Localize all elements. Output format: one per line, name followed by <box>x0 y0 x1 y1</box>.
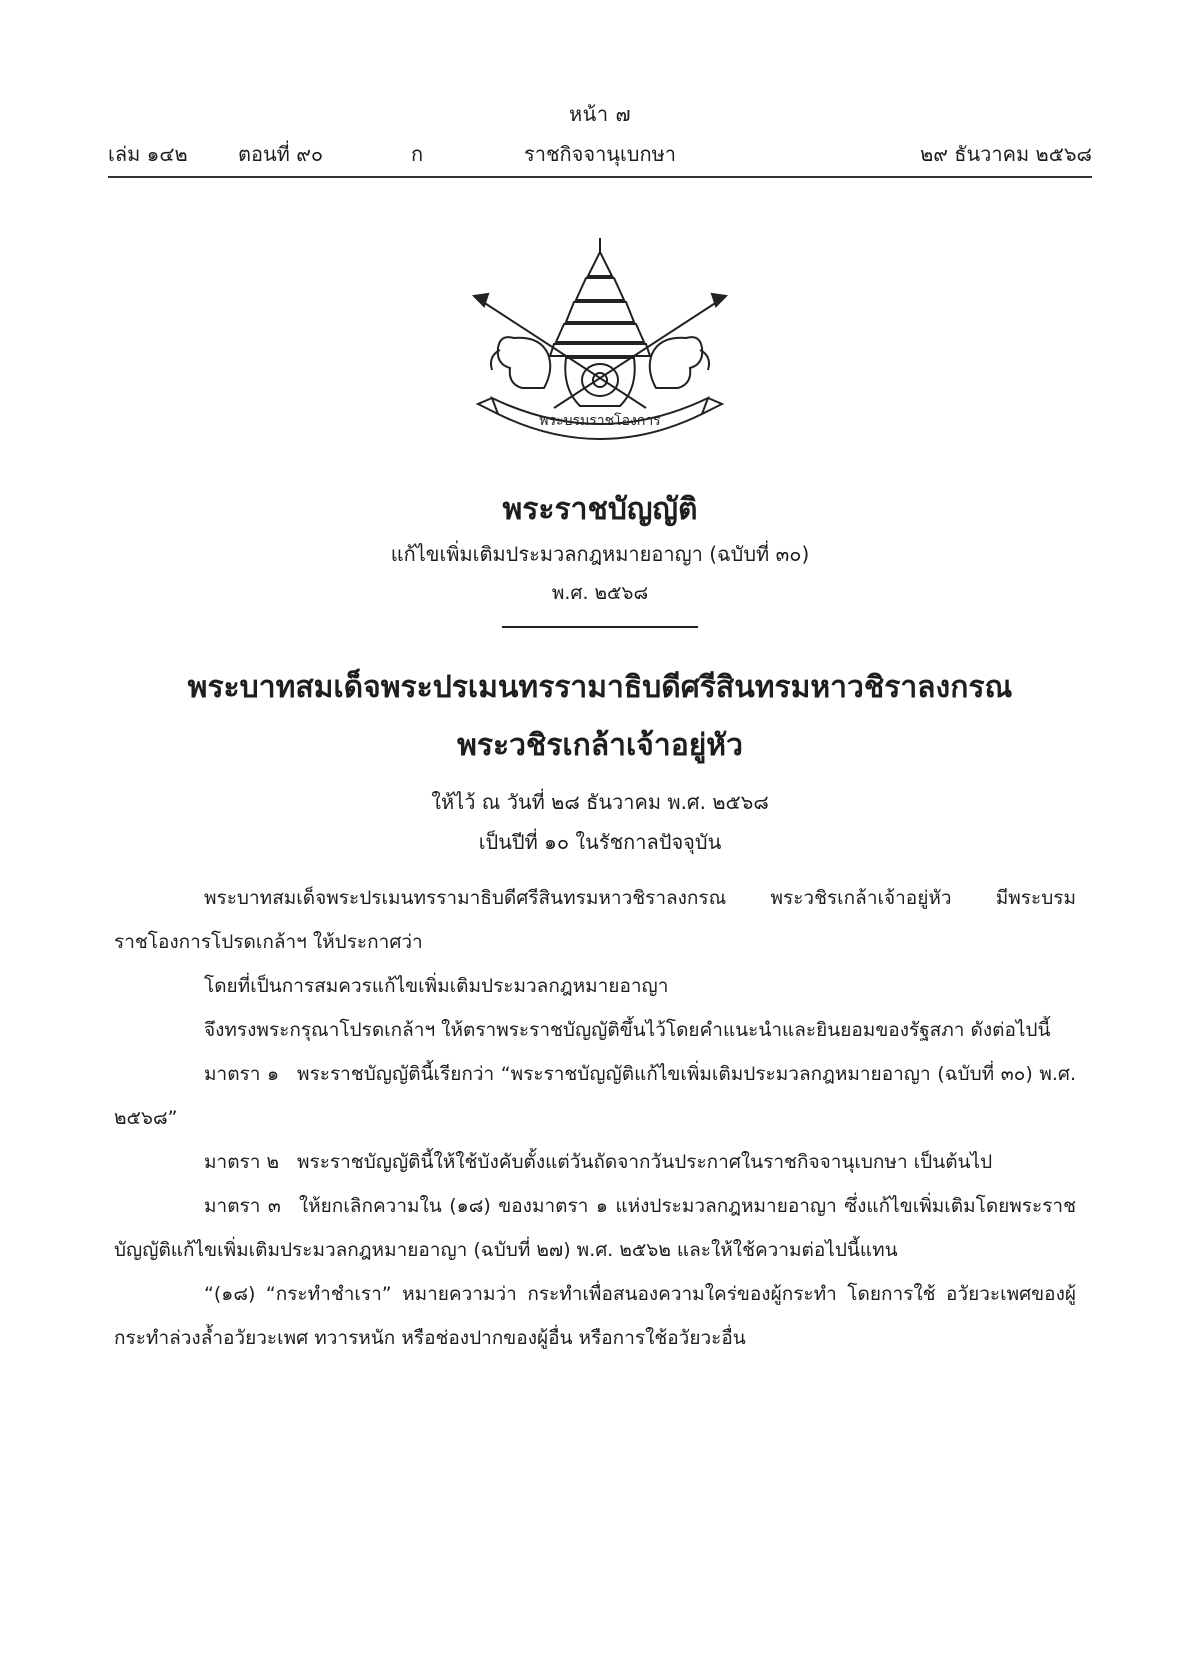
header-section: ก <box>411 142 424 166</box>
section-2 <box>114 1140 1076 1184</box>
section-2-label: มาตรา ๒ <box>204 1151 279 1173</box>
definition-paragraph: “(๑๘) “กระทำชำเรา” หมายความว่า กระทำเพื่อสนองความใคร่ของผู้กระทำ โดยการใช้ อวัยวะเพศของผู้กระทำล่วงล้ำอวัยวะเพศ ทวารหนัก หรือช่องปากของผู้อื่น หรือการใช้อวัยวะอื่น <box>114 1283 1076 1349</box>
act-year: พ.ศ. ๒๕๖๘ <box>551 582 649 604</box>
header-issue: ตอนที่ ๙๐ <box>238 142 324 166</box>
king-name-line-2: พระวชิรเกล้าเจ้าอยู่หัว <box>457 728 743 763</box>
royal-garuda-emblem-icon <box>470 238 730 448</box>
act-title: พระราชบัญญัติ <box>502 492 698 527</box>
header-date: ๒๙ ธันวาคม ๒๕๖๘ <box>920 142 1092 166</box>
section-3-label: มาตรา ๓ <box>204 1195 281 1217</box>
act-subtitle: แก้ไขเพิ่มเติมประมวลกฎหมายอาญา (ฉบับที่ ๓๐) <box>390 542 810 566</box>
section-1-label: มาตรา ๑ <box>204 1063 280 1085</box>
reign-year: เป็นปีที่ ๑๐ ในรัชกาลปัจจุบัน <box>478 830 722 854</box>
header-divider <box>108 176 1092 178</box>
reason-paragraph: โดยที่เป็นการสมควรแก้ไขเพิ่มเติมประมวลกฎหมายอาญา <box>204 975 669 997</box>
page-number: หน้า ๗ <box>569 102 631 126</box>
act-body <box>114 876 1076 1360</box>
emblem-inscription: พระบรมราชโองการ <box>539 413 661 429</box>
section-1-text: พระราชบัญญัตินี้เรียกว่า “พระราชบัญญัติแก้ไขเพิ่มเติมประมวลกฎหมายอาญา (ฉบับที่ ๓๐) พ.ศ. ๒๕๖๘” <box>114 1063 1076 1129</box>
enactment-paragraph: จึงทรงพระกรุณาโปรดเกล้าฯ ให้ตราพระราชบัญญัติขึ้นไว้โดยคำแนะนำและยินยอมของรัฐสภา ดังต่อไปนี้ <box>204 1019 1051 1041</box>
preamble-paragraph: พระบาทสมเด็จพระปรเมนทรรามาธิบดีศรีสินทรมหาวชิราลงกรณ พระวชิรเกล้าเจ้าอยู่หัว มีพระบรมราชโองการโปรดเกล้าฯ ให้ประกาศว่า <box>114 887 1076 953</box>
section-3-text: ให้ยกเลิกความใน (๑๘) ของมาตรา ๑ แห่งประมวลกฎหมายอาญา ซึ่งแก้ไขเพิ่มเติมโดยพระราชบัญญัติแก้ไขเพิ่มเติมประมวลกฎหมายอาญา (ฉบับที่ ๒๗) พ.ศ. ๒๕๖๒ และให้ใช้ความต่อไปนี้แทน <box>114 1195 1076 1261</box>
section-1 <box>114 1052 1076 1140</box>
gazette-header <box>108 138 1092 170</box>
given-date: ให้ไว้ ณ วันที่ ๒๘ ธันวาคม พ.ศ. ๒๕๖๘ <box>431 790 769 814</box>
header-volume: เล่ม ๑๔๒ <box>108 142 188 166</box>
header-gazette-name: ราชกิจจานุเบกษา <box>523 142 677 166</box>
section-3 <box>114 1184 1076 1272</box>
title-divider <box>502 626 698 628</box>
king-name-line-1: พระบาทสมเด็จพระปรเมนทรรามาธิบดีศรีสินทรมหาวชิราลงกรณ <box>187 670 1013 705</box>
section-2-text: พระราชบัญญัตินี้ให้ใช้บังคับตั้งแต่วันถัดจากวันประกาศในราชกิจจานุเบกษา เป็นต้นไป <box>296 1151 993 1173</box>
